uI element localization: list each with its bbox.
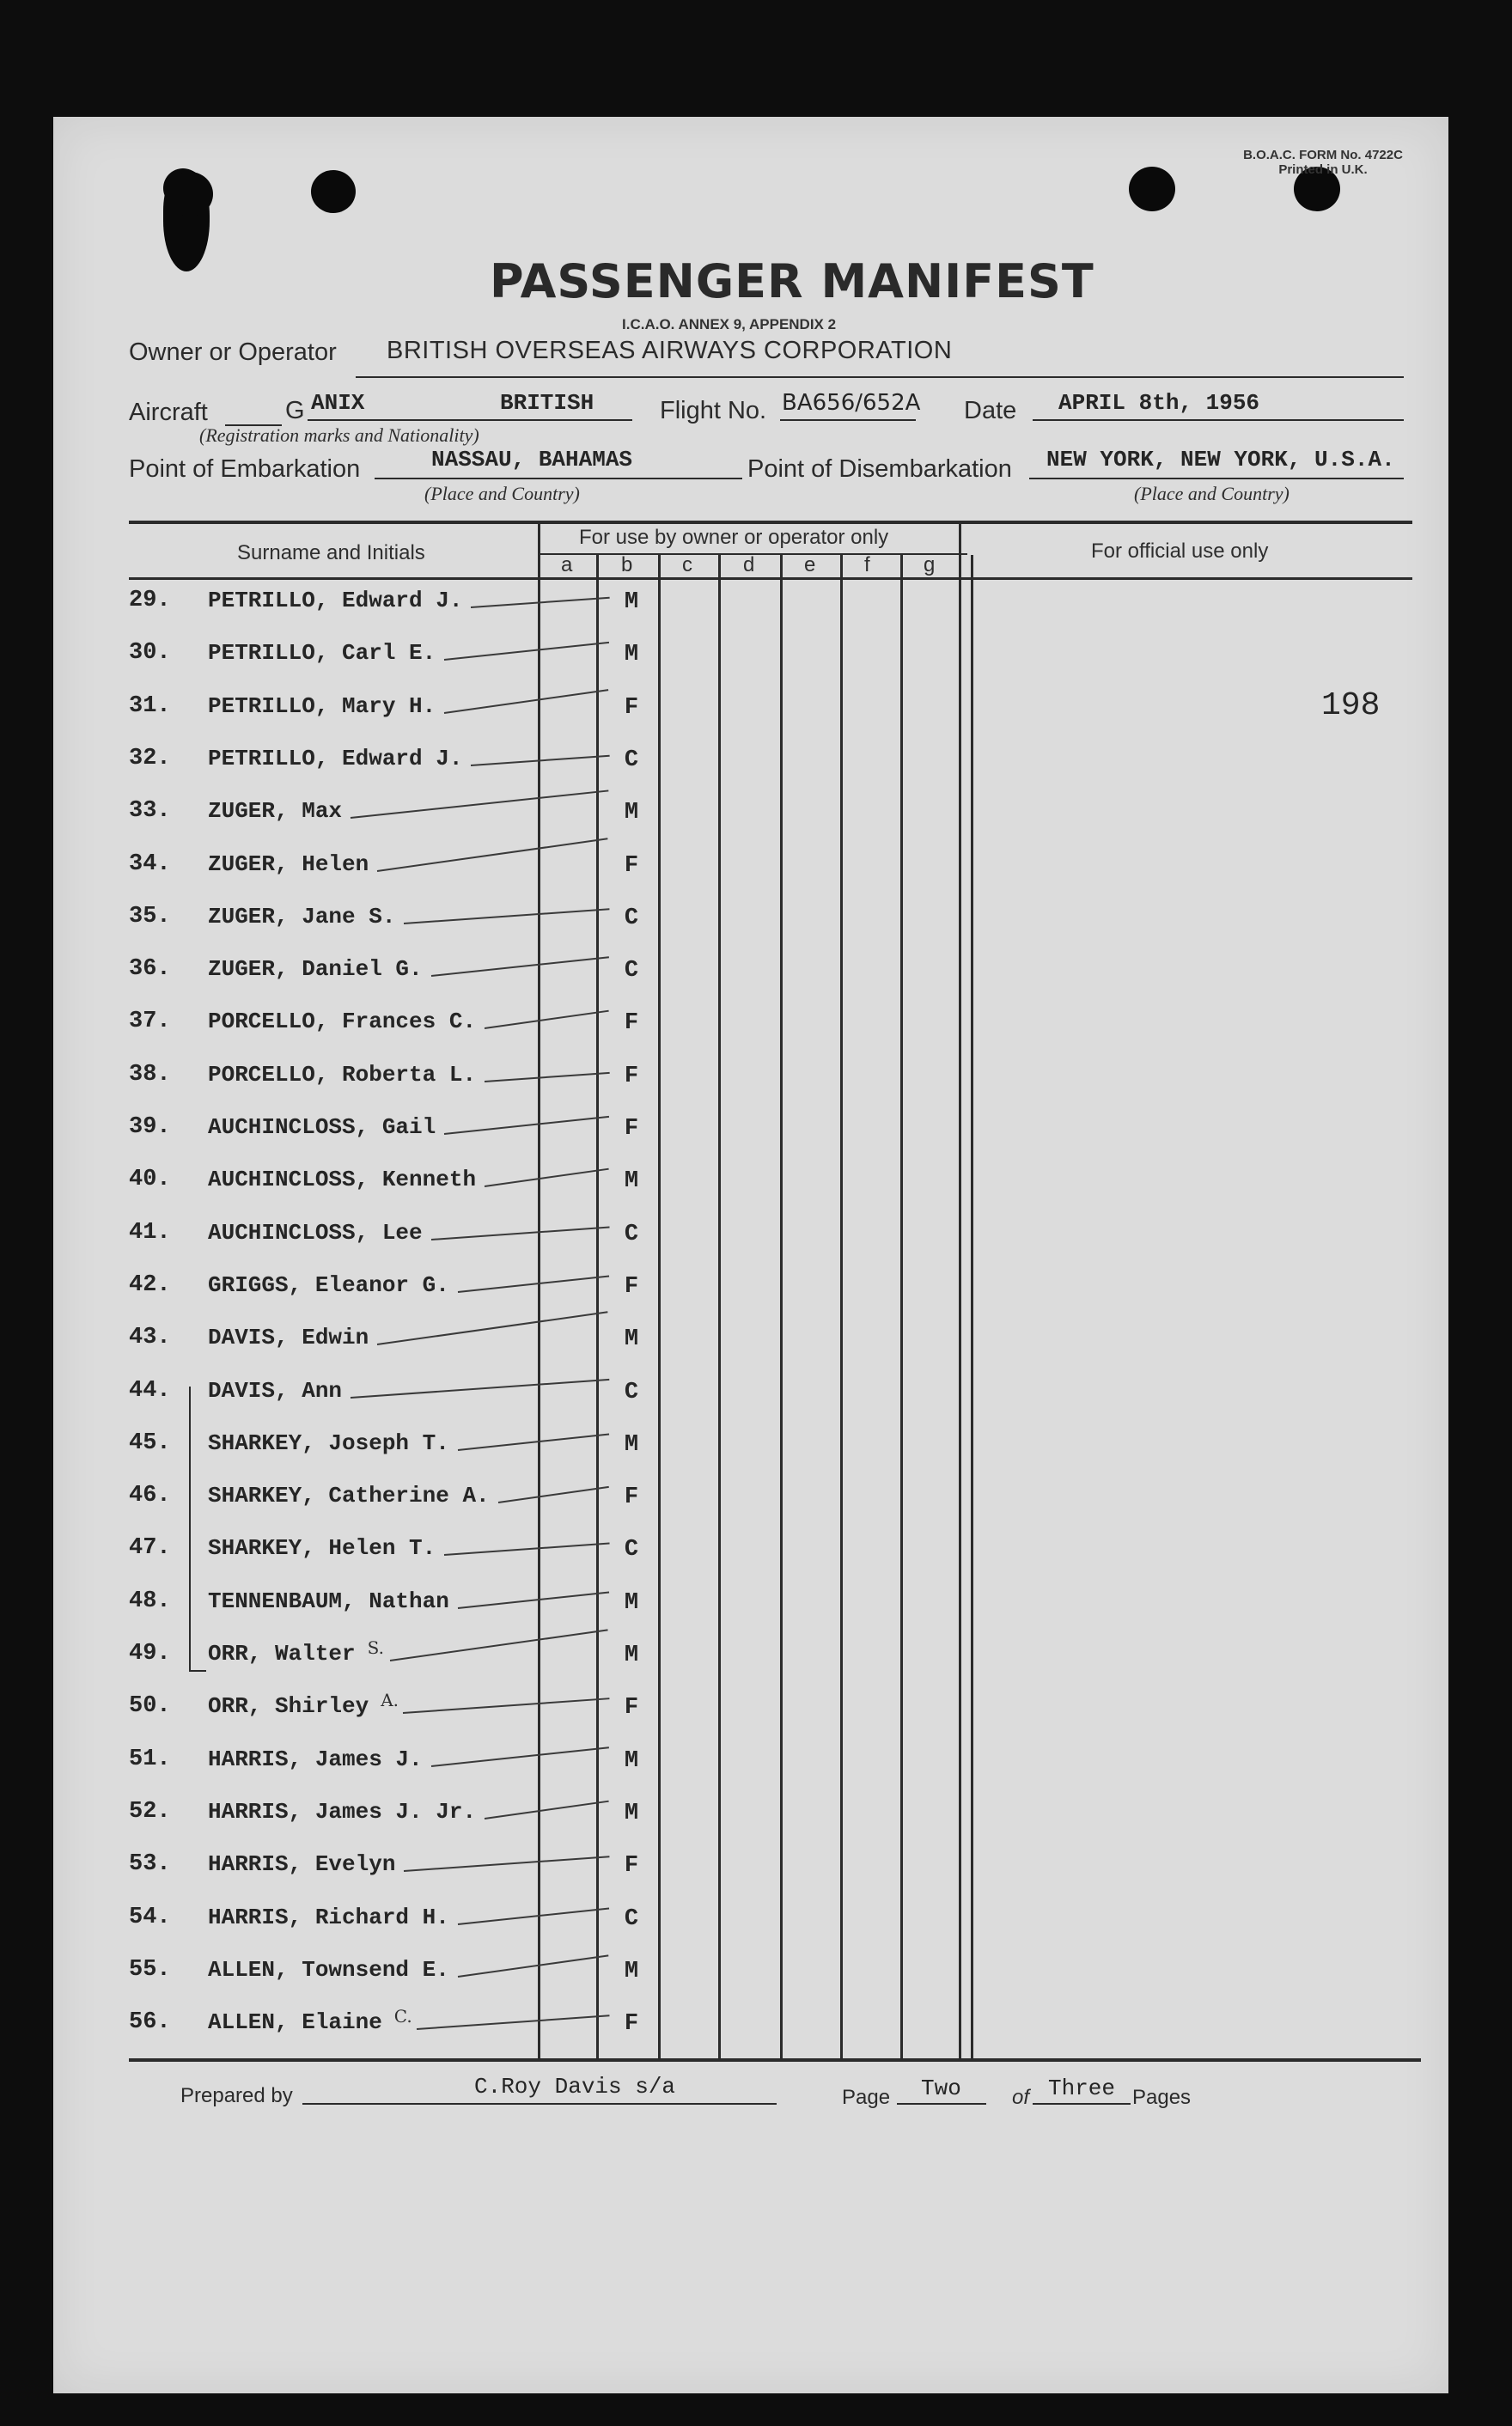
page-subtitle: I.C.A.O. ANNEX 9, APPENDIX 2 (622, 316, 837, 332)
embarkation-value: NASSAU, BAHAMAS (431, 447, 633, 472)
check-stroke (485, 1168, 609, 1187)
passenger-name: PORCELLO, Roberta L. (208, 1061, 477, 1088)
prepared-by-value: C.Roy Davis s/a (474, 2074, 676, 2100)
row-number: 45. (129, 1429, 171, 1456)
aircraft-nationality: BRITISH (500, 390, 594, 416)
check-stroke (417, 2015, 610, 2030)
of-label: of (1012, 2086, 1030, 2109)
passenger-name: PETRILLO, Edward J. (208, 588, 463, 613)
prepared-by-underline (302, 2103, 777, 2105)
check-stroke (458, 1954, 609, 1978)
category-a: M (624, 1643, 639, 1668)
flight-no-label: Flight No. (660, 397, 767, 424)
row-number: 54. (129, 1904, 171, 1930)
passenger-name: SHARKEY, Helen T. (208, 1535, 436, 1562)
category-a: F (624, 1063, 639, 1089)
punch-hole-left-2 (311, 170, 356, 213)
check-stroke (430, 956, 608, 977)
category-a: F (624, 694, 639, 721)
category-a: F (624, 1010, 639, 1037)
category-a: C (624, 958, 639, 984)
category-a: C (624, 1379, 639, 1405)
date-underline (1033, 419, 1404, 421)
check-stroke (351, 790, 609, 820)
aircraft-note: (Registration marks and Nationality) (199, 424, 479, 446)
handwritten-initial: A. (381, 1690, 399, 1711)
passenger-name: PETRILLO, Mary H. (208, 692, 436, 719)
row-number: 38. (129, 1061, 171, 1088)
family-bracket-foot (189, 1670, 206, 1672)
printed-in-text: Printed in U.K. (1278, 162, 1368, 177)
column-letter-a: a (561, 553, 573, 576)
date-value: APRIL 8th, 1956 (1058, 390, 1260, 416)
passenger-name: HARRIS, James J. (208, 1746, 423, 1772)
page-label: Page (842, 2086, 891, 2109)
row-number: 44. (129, 1377, 171, 1404)
row-number: 42. (129, 1271, 171, 1298)
pages-label: Pages (1132, 2086, 1192, 2109)
check-stroke (497, 1486, 608, 1503)
date-label: Date (964, 397, 1017, 424)
embarkation-underline (375, 478, 742, 479)
embarkation-label: Point of Embarkation (129, 455, 361, 483)
passenger-name: ALLEN, Townsend E. (208, 1956, 449, 1983)
passenger-name: DAVIS, Edwin (208, 1325, 369, 1351)
passenger-name: PORCELLO, Frances C. (208, 1009, 477, 1035)
row-number: 35. (129, 903, 171, 930)
row-number: 51. (129, 1746, 171, 1772)
table-header-bottom-rule (129, 577, 1412, 580)
column-rule-0 (538, 524, 540, 2058)
category-a: M (624, 1800, 639, 1826)
column-letter-g: g (924, 553, 936, 576)
column-letter-c: c (682, 553, 692, 576)
category-a: C (624, 1905, 639, 1932)
column-rule-5 (840, 555, 843, 2058)
column-rule-official (971, 555, 973, 2058)
column-rule-3 (718, 555, 721, 2058)
category-a: M (624, 1958, 639, 1984)
row-number: 55. (129, 1956, 171, 1983)
aircraft-label: Aircraft (129, 399, 208, 426)
of-value: Three (1048, 2076, 1116, 2101)
check-stroke (485, 1010, 609, 1029)
category-a: M (624, 1747, 639, 1774)
column-rule-1 (596, 555, 599, 2058)
category-a: F (624, 1484, 639, 1511)
passenger-name: AUCHINCLOSS, Kenneth (208, 1167, 477, 1193)
category-a: F (624, 1273, 639, 1300)
check-stroke (403, 1698, 609, 1715)
handwritten-initial: S. (367, 1637, 384, 1658)
of-underline (1033, 2103, 1131, 2105)
category-a: M (624, 1589, 639, 1616)
passenger-name: ALLEN, Elaine (208, 2009, 382, 2036)
operator-header: For use by owner or operator only (579, 526, 889, 549)
form-number (1211, 148, 1435, 177)
category-a: M (624, 642, 639, 668)
check-stroke (458, 1907, 609, 1925)
category-a: M (624, 1431, 639, 1458)
column-letter-b: b (621, 553, 633, 576)
check-stroke (458, 1275, 609, 1293)
passenger-name: PETRILLO, Carl E. (208, 640, 436, 667)
passenger-name: DAVIS, Ann (208, 1377, 343, 1404)
aircraft-registration: ANIX (311, 390, 365, 416)
check-stroke (485, 1801, 609, 1820)
passenger-name: TENNENBAUM, Nathan (208, 1588, 449, 1614)
disembarkation-label: Point of Disembarkation (747, 455, 1012, 483)
column-rule-2 (658, 555, 661, 2058)
page-underline (897, 2103, 986, 2105)
owner-label: Owner or Operator (129, 338, 337, 366)
punch-hole-right-1 (1129, 167, 1175, 211)
check-stroke (404, 1856, 609, 1872)
category-a: M (624, 800, 639, 826)
passenger-name: PETRILLO, Edward J. (208, 745, 463, 771)
row-number: 48. (129, 1588, 171, 1614)
row-number: 43. (129, 1325, 171, 1351)
prepared-by-label: Prepared by (180, 2084, 293, 2107)
category-a: F (624, 1116, 639, 1142)
row-number: 52. (129, 1798, 171, 1825)
passenger-name: SHARKEY, Joseph T. (208, 1429, 449, 1456)
check-stroke (444, 1543, 609, 1556)
check-stroke (377, 1312, 607, 1346)
passenger-name: AUCHINCLOSS, Lee (208, 1219, 423, 1246)
column-letter-f: f (864, 553, 870, 576)
column-letter-d: d (743, 553, 755, 576)
passenger-name: AUCHINCLOSS, Gail (208, 1114, 436, 1140)
check-stroke (444, 689, 608, 714)
check-stroke (404, 908, 609, 924)
flight-no-value: BA656/652A (782, 390, 921, 416)
row-number: 46. (129, 1483, 171, 1509)
owner-value: BRITISH OVERSEAS AIRWAYS CORPORATION (387, 337, 953, 364)
check-stroke (444, 642, 609, 661)
passenger-name: ZUGER, Helen (208, 850, 369, 877)
category-a: F (624, 1695, 639, 1722)
row-number: 56. (129, 2009, 171, 2036)
owner-underline (356, 376, 1404, 378)
row-number: 49. (129, 1641, 171, 1667)
passenger-name: ZUGER, Daniel G. (208, 956, 423, 983)
check-stroke (458, 1433, 609, 1451)
row-number: 41. (129, 1219, 171, 1246)
check-stroke (389, 1629, 607, 1661)
row-number: 34. (129, 850, 171, 877)
page-value: Two (921, 2076, 961, 2101)
row-number: 36. (129, 956, 171, 983)
category-a: M (624, 589, 639, 615)
row-number: 33. (129, 798, 171, 825)
check-stroke (377, 838, 607, 872)
passenger-name: HARRIS, James J. Jr. (208, 1798, 477, 1825)
column-rule-4 (780, 555, 783, 2058)
category-a: C (624, 905, 639, 931)
flight-no-underline (780, 419, 916, 421)
category-a: C (624, 747, 639, 773)
check-stroke (351, 1378, 609, 1398)
disembarkation-value: NEW YORK, NEW YORK, U.S.A. (1046, 447, 1395, 472)
check-stroke (431, 1226, 610, 1240)
category-a: M (624, 1168, 639, 1195)
passenger-name: ZUGER, Max (208, 798, 343, 825)
official-header: For official use only (1091, 539, 1269, 563)
passenger-name: SHARKEY, Catherine A. (208, 1483, 490, 1509)
category-a: M (624, 1326, 639, 1353)
passenger-name: GRIGGS, Eleanor G. (208, 1271, 449, 1298)
row-number: 30. (129, 640, 171, 667)
surname-header: Surname and Initials (237, 541, 425, 564)
row-number: 37. (129, 1009, 171, 1035)
check-stroke (458, 1591, 609, 1609)
column-rule-6 (900, 555, 903, 2058)
row-number: 32. (129, 745, 171, 771)
row-number: 31. (129, 692, 171, 719)
row-number: 29. (129, 588, 171, 613)
row-number: 47. (129, 1535, 171, 1562)
disembarkation-underline (1029, 478, 1404, 479)
aircraft-prefix: G (285, 397, 305, 424)
passenger-name: ORR, Walter (208, 1641, 356, 1667)
stamp-number: 198 (1321, 687, 1381, 724)
category-a: F (624, 1853, 639, 1880)
punch-hole-left-3 (167, 172, 213, 216)
category-a: F (624, 2011, 639, 2038)
embarkation-note: (Place and Country) (424, 483, 580, 504)
row-number: 39. (129, 1114, 171, 1140)
column-rule-7 (959, 524, 961, 2058)
check-stroke (430, 1746, 608, 1767)
check-stroke (444, 1116, 609, 1135)
handwritten-initial: C. (393, 2006, 412, 2027)
table-top-rule (129, 521, 1412, 524)
category-a: C (624, 1221, 639, 1247)
passenger-name: ZUGER, Jane S. (208, 903, 396, 930)
category-a: F (624, 852, 639, 879)
passenger-name: ORR, Shirley (208, 1693, 369, 1720)
manifest-sheet (53, 117, 1448, 2393)
column-letter-e: e (804, 553, 816, 576)
row-number: 40. (129, 1167, 171, 1193)
aircraft-underline-2 (308, 419, 632, 421)
form-number-text: B.O.A.C. FORM No. 4722C (1243, 148, 1403, 162)
table-bottom-rule (129, 2058, 1421, 2062)
check-stroke (485, 1072, 610, 1082)
row-number: 53. (129, 1851, 171, 1878)
category-a: C (624, 1537, 639, 1563)
row-number: 50. (129, 1693, 171, 1720)
family-bracket (189, 1387, 191, 1670)
passenger-name: HARRIS, Evelyn (208, 1851, 396, 1878)
page-title: PASSENGER MANIFEST (490, 254, 1094, 308)
disembarkation-note: (Place and Country) (1134, 483, 1289, 504)
passenger-name: HARRIS, Richard H. (208, 1904, 449, 1930)
